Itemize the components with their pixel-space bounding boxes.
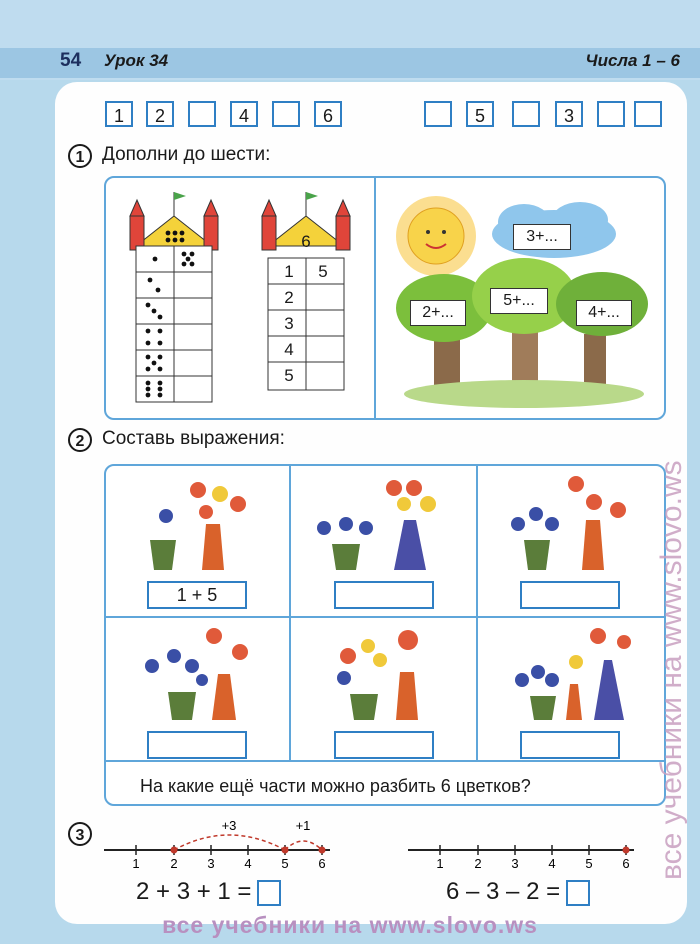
flowers-vase-illustration (508, 622, 638, 722)
watermark-bottom: все учебники на www.slovo.ws (162, 912, 538, 938)
tick-label: 6 (318, 856, 326, 871)
task-number: 1 (68, 144, 92, 168)
sequence-box[interactable] (597, 101, 625, 127)
sequence-box[interactable]: 6 (314, 101, 342, 127)
grid-line (289, 466, 291, 760)
question-text: На какие ещё части можно разбить 6 цветков? (140, 776, 531, 796)
page-number: 54 (60, 50, 82, 71)
tree-label-middle: 5+... (490, 288, 548, 314)
sequence-box[interactable]: 2 (146, 101, 174, 127)
tick-label: 1 (132, 856, 140, 871)
tick-label: 2 (474, 856, 482, 871)
equation-text: 2 + 3 + 1 = (136, 878, 252, 905)
tick-label: 4 (548, 856, 556, 871)
equation-answer-box[interactable] (257, 880, 281, 906)
flowers-vase-illustration (320, 622, 450, 722)
tree-label-left: 2+... (410, 300, 466, 326)
equation-answer-box[interactable] (566, 880, 590, 906)
topic-title: Числа 1 – 6 (585, 51, 680, 70)
tree-label-right: 4+... (576, 300, 632, 326)
tower-cell: 1 (284, 262, 294, 281)
flowers-vase-illustration (310, 474, 460, 574)
sequence-box[interactable] (424, 101, 452, 127)
tower-cell: 4 (284, 340, 294, 359)
cloud-label: 3+... (513, 224, 571, 250)
trees-icon (396, 258, 648, 408)
tower-top-number: 6 (301, 232, 311, 251)
number-line-right (404, 812, 640, 872)
answer-box[interactable] (334, 731, 434, 759)
sequence-box[interactable]: 4 (230, 101, 258, 127)
jump-label: +3 (221, 818, 237, 833)
tower-dots-illustration (128, 188, 220, 404)
grid-line (106, 616, 664, 618)
answer-box[interactable] (147, 731, 247, 759)
grid-line (476, 466, 478, 760)
tick-label: 6 (622, 856, 630, 871)
watermark-side: все учебники на www.slovo.ws (655, 460, 688, 880)
task-number: 3 (68, 822, 92, 846)
number-line-left (100, 812, 336, 872)
task-title: Дополни до шести: (102, 144, 271, 165)
answer-box[interactable] (520, 731, 620, 759)
sequence-box[interactable] (272, 101, 300, 127)
sequence-box[interactable]: 5 (466, 101, 494, 127)
answer-box[interactable] (520, 581, 620, 609)
grid-line (106, 760, 664, 762)
sequence-box[interactable] (634, 101, 662, 127)
tick-label: 3 (511, 856, 519, 871)
answer-box[interactable]: 1 + 5 (147, 581, 247, 609)
jump-label: +1 (295, 818, 311, 833)
sequence-box[interactable] (512, 101, 540, 127)
flowers-vase-illustration (140, 622, 260, 722)
lesson-title: Урок 34 (104, 51, 169, 70)
tower-cell: 3 (284, 314, 294, 333)
tick-label: 1 (436, 856, 444, 871)
answer-box[interactable] (334, 581, 434, 609)
equation-left (136, 878, 281, 906)
sequence-box[interactable] (188, 101, 216, 127)
tick-label: 4 (244, 856, 252, 871)
tick-label: 5 (281, 856, 289, 871)
tower-cell[interactable]: 5 (318, 262, 328, 281)
sequence-box[interactable]: 1 (105, 101, 133, 127)
tower-cell: 5 (284, 366, 294, 385)
task-title: Составь выражения: (102, 428, 285, 449)
task-number: 2 (68, 428, 92, 452)
tower-cell: 2 (284, 288, 294, 307)
panel-divider (374, 178, 376, 418)
tick-label: 3 (207, 856, 215, 871)
equation-right (446, 878, 590, 906)
sequence-box[interactable]: 3 (555, 101, 583, 127)
flowers-vase-illustration (140, 474, 260, 574)
tick-label: 2 (170, 856, 178, 871)
flowers-vase-illustration (500, 474, 640, 574)
sun-icon (396, 196, 476, 276)
equation-text: 6 – 3 – 2 = (446, 878, 561, 905)
tick-label: 5 (585, 856, 593, 871)
